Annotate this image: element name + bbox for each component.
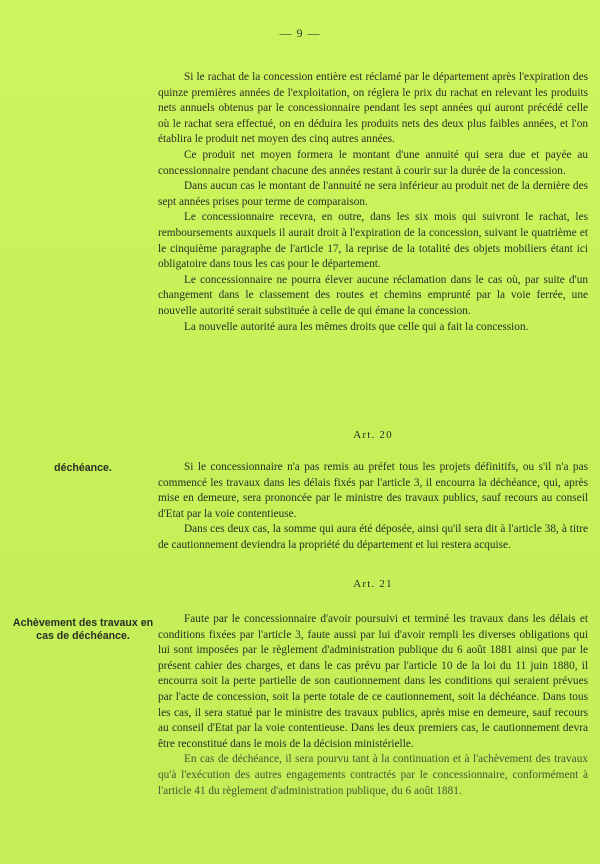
- paragraph: En cas de déchéance, il sera pourvu tant à la continuation et à l'achèvement des travaux qu'à l'exécution des autres engagements contractés par le concessionnaire, conformément à l'article 41 du règlement d'administration publique, du 6 août 1881.: [158, 753, 588, 797]
- paragraph: Faute par le concessionnaire d'avoir poursuivi et terminé les travaux dans les délais et conditions fixées par l'article 3, faute aussi par lui d'avoir rempli les diverses obligations qui lui sont imposées par le règlement d'administration publique du 6 août 1881 ainsi que par le présent cahier des charges, et dans le cas prévu par l'article 10 de la loi du 11 juin 1880, il encourra soit la perte partielle de son cautionnement dans les conditions qui seraient prévues par l'acte de concession, soit la perte totale de ce cautionnement, soit la déchéance. Dans tous les cas, il sera statué par le ministre des travaux publics, après mise en demeure, sauf recours au conseil d'Etat par la voie contentieuse. Dans les deux premiers cas, le cautionnement devra être reconstitué dans le mois de la décision ministérielle.: [158, 613, 588, 750]
- article-21-body: [158, 612, 588, 799]
- paragraph: Le concessionnaire ne pourra élever aucune réclamation dans le cas où, par suite d'un changement dans le classement des routes et chemins emprunté par la voie ferrée, une nouvelle autorité serait substituée à celle de qui émane la concession.: [158, 273, 588, 317]
- margin-note-decheance: déchéance.: [54, 462, 112, 474]
- paragraph: Dans aucun cas le montant de l'annuité ne sera inférieur au produit net de la dernière des sept années prises pour terme de comparaison.: [158, 180, 588, 208]
- paragraph: Dans ces deux cas, la somme qui aura été déposée, ainsi qu'il sera dit à l'article 38, à titre de cautionnement deviendra la propriété du département et lui restera acquise.: [158, 523, 588, 551]
- paragraph: Ce produit net moyen formera le montant d'une annuité qui sera due et payée au concessionnaire pendant chacune des années restant à courir sur la durée de la concession.: [158, 148, 588, 177]
- paragraph: Si le concessionnaire n'a pas remis au préfet tous les projets définitifs, ou s'il n'a pas commencé les travaux dans les délais fixés par l'article 3, il encourra la déchéance, qui, après mise en demeure, sera prononcée par le ministre des travaux publics, sauf recours au conseil d'Etat par la voie contentieuse.: [158, 461, 588, 520]
- paragraph: Le concessionnaire recevra, en outre, dans les six mois qui suivront le rachat, les remboursements auxquels il aurait droit à l'expiration de la concession, suivant le quatrième et le cinquième paragraphe de l'article 17, la reprise de la totalité des objets mobiliers étant ici obligatoire dans tous les cas pour le département.: [158, 211, 588, 271]
- paragraph: Si le rachat de la concession entière est réclamé par le département après l'expiration des quinze premières années de l'exploitation, on réglera le prix du rachat en relevant les produits nets annuels obtenus par le concessionnaire pendant les sept années qui auront précédé celle où le rachat sera effectué, on en déduira les produits nets des deux plus faibles années, et l'on établira le produit net moyen des cinq autres années.: [158, 71, 588, 146]
- paragraph: La nouvelle autorité aura les mêmes droits que celle qui a fait la concession.: [184, 320, 529, 333]
- margin-note-achevement: Achèvement des travaux en cas de déchéance.: [12, 617, 154, 642]
- rachat-section: [158, 70, 588, 335]
- article-21-heading: Art. 21: [353, 578, 393, 590]
- article-20-body: [158, 460, 588, 554]
- article-20-heading: Art. 20: [353, 429, 393, 441]
- page-number: — 9 —: [279, 26, 321, 40]
